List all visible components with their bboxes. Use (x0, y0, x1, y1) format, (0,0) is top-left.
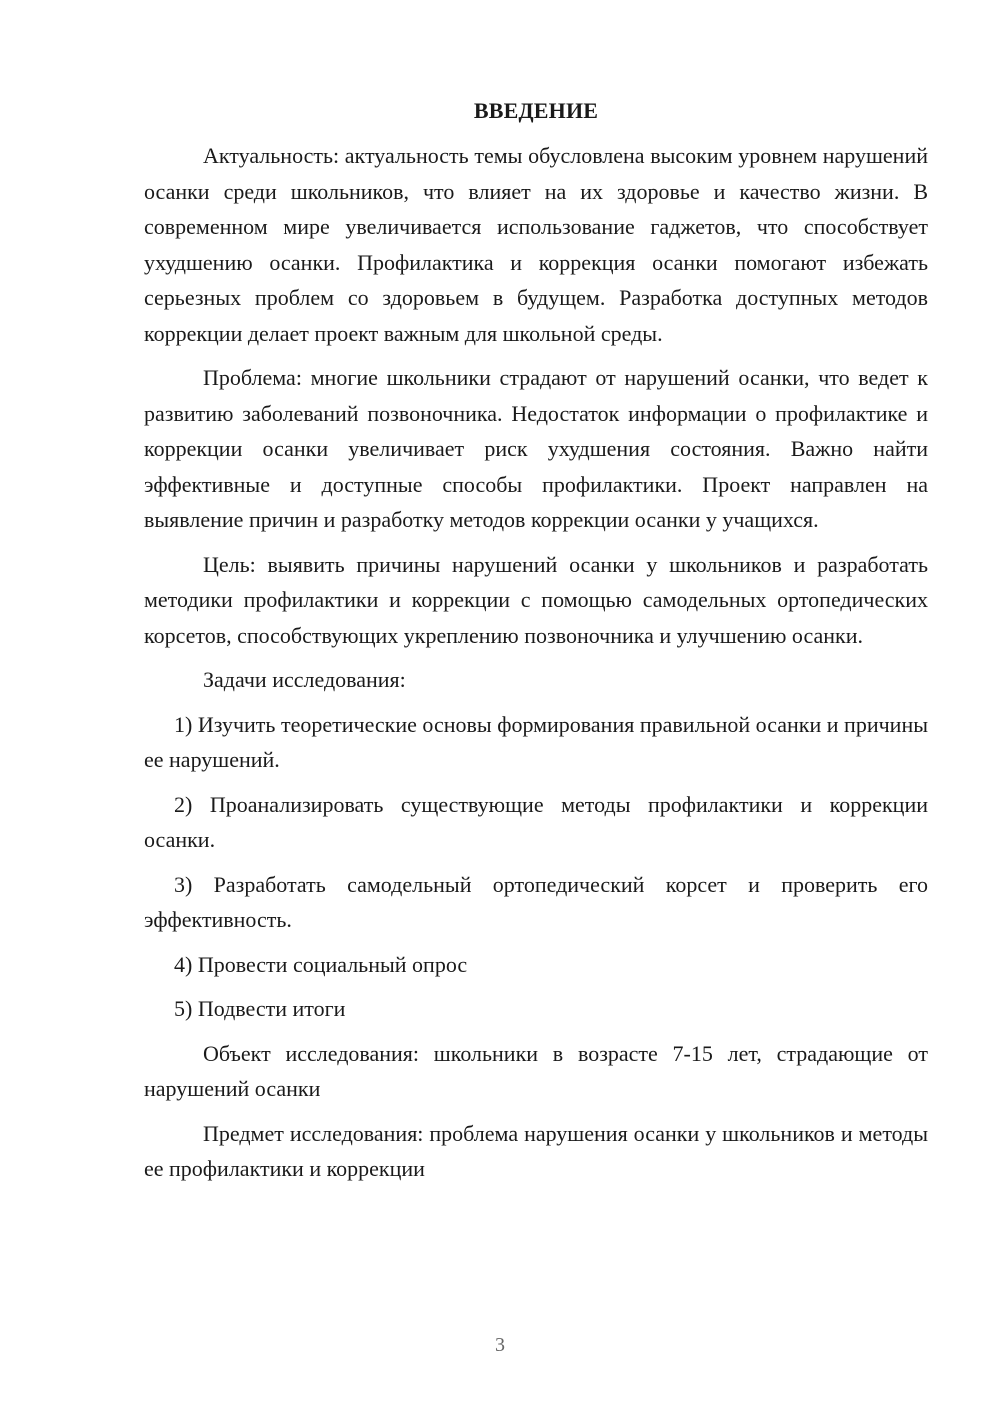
paragraph-goal: Цель: выявить причины нарушений осанки у школьников и разработать методики профилактики и коррекции с помощью самодельных ортопедических корсетов, способствующих укреплению позвоночника и улучшению осанки. (144, 551, 928, 648)
page-number: 3 (495, 1334, 505, 1356)
paragraph-problem: Проблема: многие школьники страдают от нарушений осанки, что ведет к развитию заболеваний позвоночника. Недостаток информации о профилактике и коррекции осанки увеличивает риск ухудшения состояния. Важно найти эффективные и доступные способы профилактики. Проект направлен на выявление причин и разработку методов коррекции осанки у учащихся. (144, 365, 928, 532)
task-item-4: 4) Провести социальный опрос (174, 951, 468, 977)
task-item-5: 5) Подвести итоги (174, 996, 346, 1021)
paragraph-object: Объект исследования: школьники в возрасте 7-15 лет, страдающие от нарушений осанки (144, 1040, 928, 1101)
task-item-1: 1) Изучить теоретические основы формирования правильной осанки и причины ее нарушений. (144, 711, 928, 772)
tasks-heading: Задачи исследования: (203, 667, 406, 692)
paragraph-subject: Предмет исследования: проблема нарушения осанки у школьников и методы ее профилактики и коррекции (144, 1120, 928, 1181)
task-item-3: 3) Разработать самодельный ортопедический корсет и проверить его эффективность. (144, 871, 928, 932)
task-item-2: 2) Проанализировать существующие методы профилактики и коррекции осанки. (144, 791, 928, 852)
document-body (144, 94, 928, 1196)
page-title: ВВЕДЕНИЕ (473, 98, 599, 123)
paragraph-relevance: Актуальность: актуальность темы обусловлена высоким уровнем нарушений осанки среди школьников, что влияет на их здоровье и качество жизни. В современном мире увеличивается использование гаджетов, что способствует ухудшению осанки. Профилактика и коррекция осанки помогают избежать серьезных проблем со здоровьем в будущем. Разработка доступных методов коррекции делает проект важным для школьной среды. (144, 143, 928, 346)
